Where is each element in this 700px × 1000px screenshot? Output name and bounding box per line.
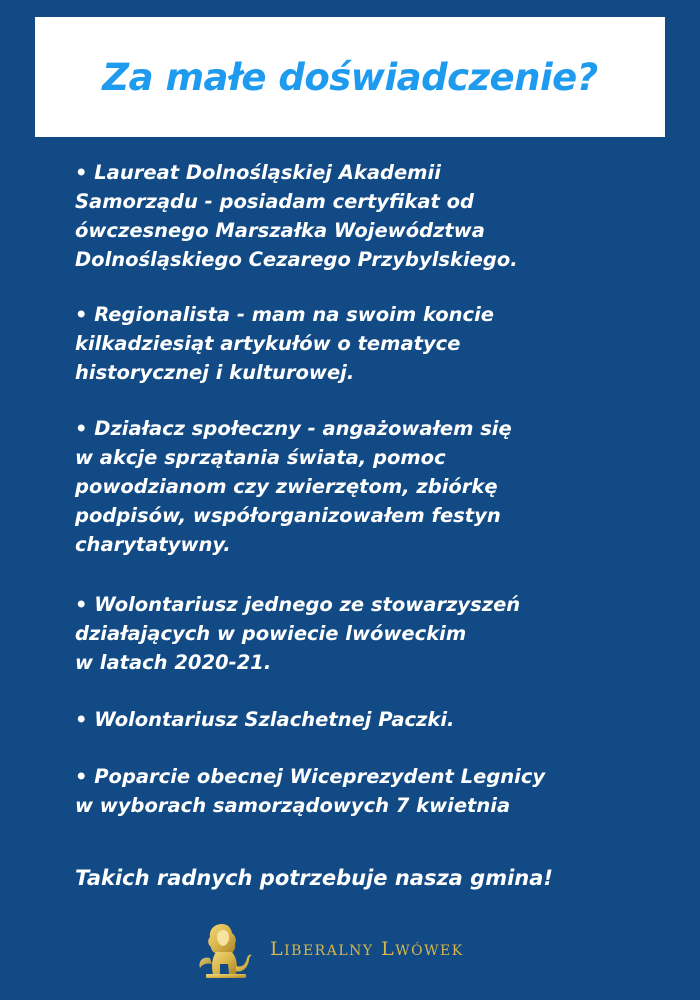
bullet-item-volunteer-association [75, 590, 520, 677]
bullet-line: • Wolontariusz jednego ze stowarzyszeń [75, 593, 521, 616]
bullet-line: w akcje sprzątania świata, pomoc [75, 446, 446, 469]
bullet-line: • Wolontariusz Szlachetnej Paczki. [75, 708, 455, 731]
bullet-line: • Laureat Dolnośląskiej Akademii [75, 161, 441, 184]
party-logo [192, 918, 512, 980]
title-banner [35, 17, 665, 137]
bullet-line: w wyborach samorządowych 7 kwietnia [75, 794, 511, 817]
bullet-line: • Poparcie obecnej Wiceprezydent Legnicy [75, 765, 546, 788]
page-title: Za małe doświadczenie? [102, 55, 598, 99]
bullet-line: podpisów, współorganizowałem festyn [75, 504, 501, 527]
bullet-line: Dolnośląskiego Cezarego Przybylskiego. [75, 248, 518, 271]
bullet-line: kilkadziesiąt artykułów o tematyce [75, 332, 461, 355]
lion-icon [192, 918, 256, 980]
bullet-line: powodzianom czy zwierzętom, zbiórkę [75, 475, 498, 498]
brand-name [270, 938, 464, 960]
bullet-item-regionalist [75, 300, 494, 387]
brand-word1-initial: L [270, 938, 285, 960]
bullet-item-academy [75, 158, 518, 274]
bullet-item-activist [75, 414, 512, 559]
bullet-item-endorsement [75, 762, 545, 820]
brand-word1-rest: IBERALNY [284, 943, 374, 959]
bullet-line: w latach 2020-21. [75, 651, 272, 674]
bullet-item-szlachetna-paczka [75, 705, 454, 734]
bullet-line: • Regionalista - mam na swoim koncie [75, 303, 494, 326]
bullet-line: historycznej i kulturowej. [75, 361, 355, 384]
bullet-line: charytatywny. [75, 533, 231, 556]
bullet-line: ówczesnego Marszałka Województwa [75, 219, 485, 242]
closing-slogan: Takich radnych potrzebuje nasza gmina! [75, 866, 553, 890]
bullet-line: Samorządu - posiadam certyfikat od [75, 190, 474, 213]
brand-word2-initial: L [381, 938, 396, 960]
bullet-line: działających w powiecie lwóweckim [75, 622, 467, 645]
brand-word2-rest: WÓWEK [395, 943, 464, 959]
bullet-line: • Działacz społeczny - angażowałem się [75, 417, 512, 440]
